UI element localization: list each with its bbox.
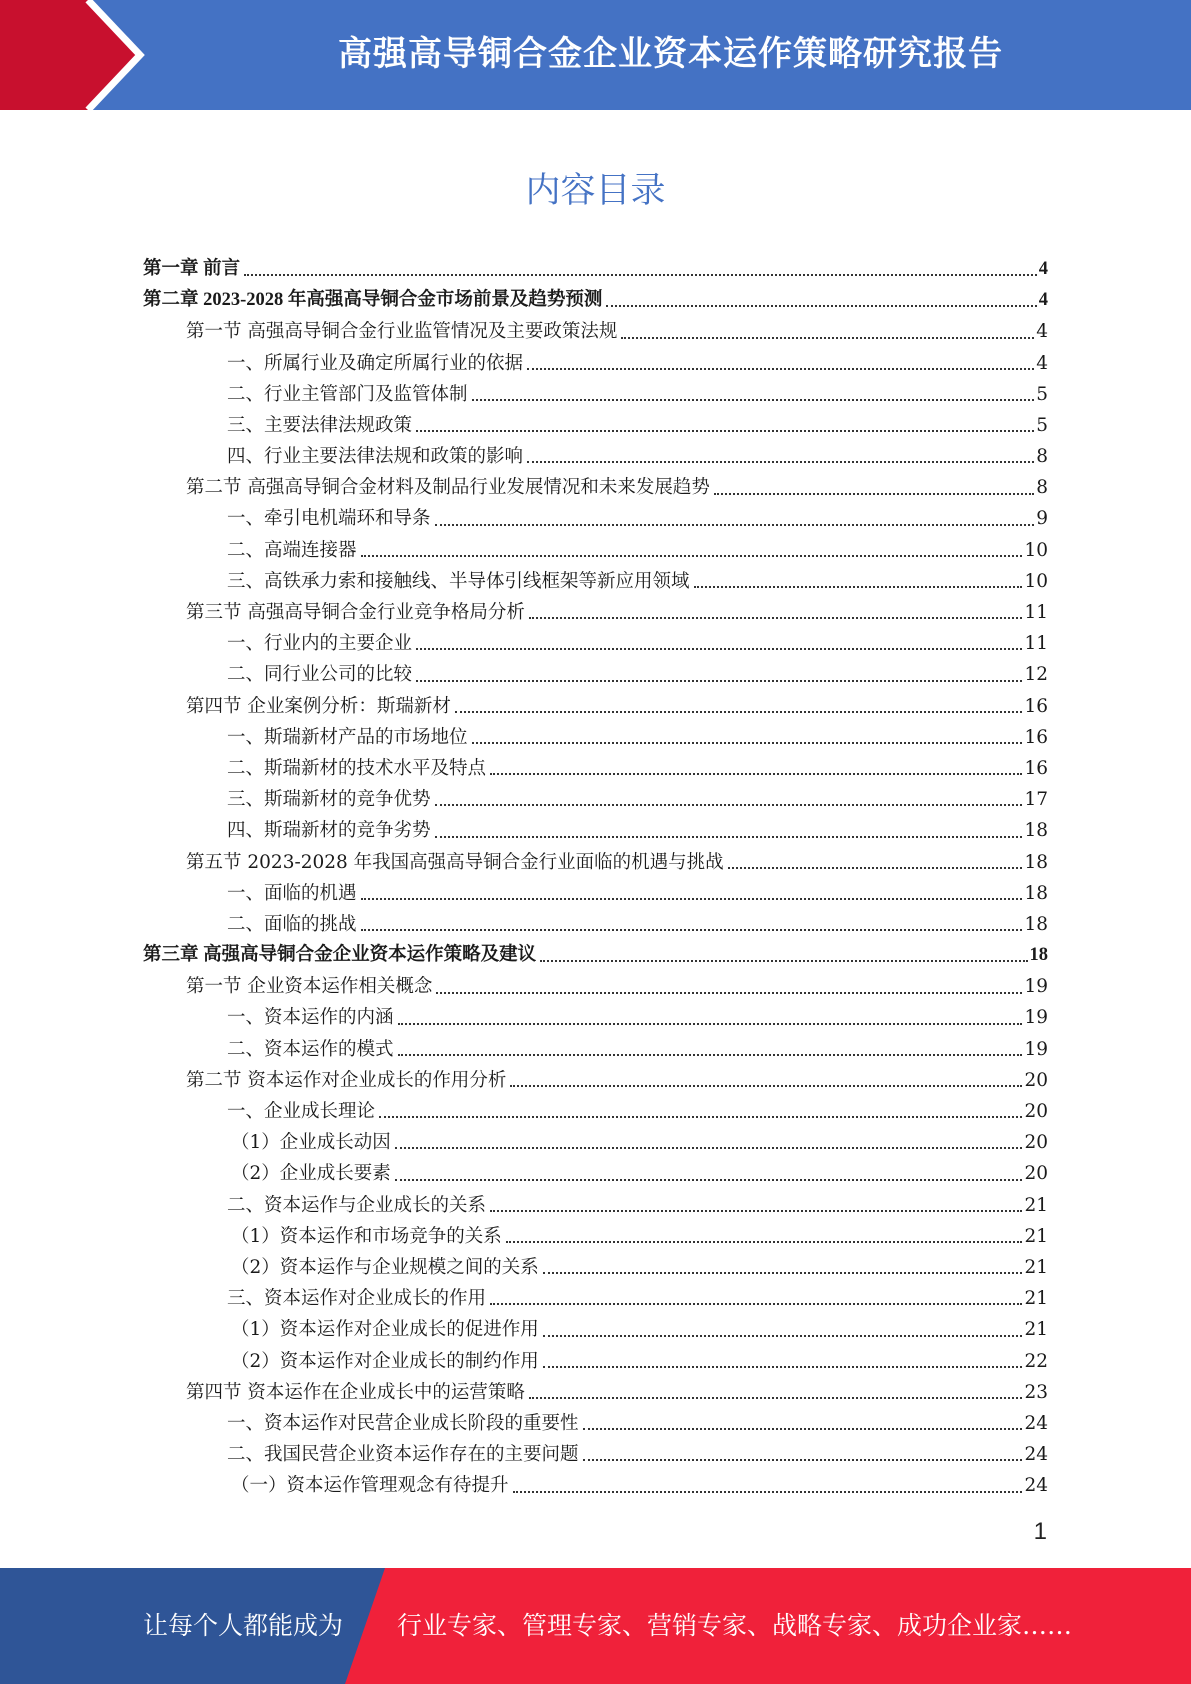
toc-entry-label: 第一节 高强高导铜合金行业监管情况及主要政策法规 [186,321,618,343]
toc-dot-leader [583,1428,1023,1430]
toc-dot-leader [540,960,1027,962]
toc-entry-page: 5 [1036,383,1048,405]
toc-entry-label: 二、同行业公司的比较 [227,664,413,686]
toc-entry-label: 三、主要法律法规政策 [227,414,413,436]
footer-slogan-right: 行业专家、管理专家、营销专家、战略专家、成功企业家…… [397,1611,1073,1640]
toc-dot-leader [513,1491,1023,1493]
toc-entry[interactable] [143,1096,1048,1127]
report-title: 高强高导铜合金企业资本运作策略研究报告 [338,34,1003,74]
toc-entry-page: 21 [1024,1225,1048,1247]
toc-entry-page: 16 [1024,695,1048,717]
toc-dot-leader [694,586,1023,588]
toc-entry-page: 18 [1024,913,1048,935]
toc-entry-page: 19 [1024,1038,1048,1060]
toc-dot-leader [435,804,1023,806]
toc-dot-leader [416,680,1022,682]
toc-entry[interactable] [143,1283,1048,1314]
toc-entry-page: 20 [1024,1069,1048,1091]
toc-entry-label: 三、斯瑞新材的竞争优势 [227,789,431,811]
toc-heading: 内容目录 [525,171,666,211]
toc-entry-page: 18 [1024,820,1048,842]
toc-dot-leader [395,1179,1023,1181]
toc-entry-label: （1）企业成长动因 [231,1132,391,1154]
toc-entry-label: 一、资本运作对民营企业成长阶段的重要性 [227,1412,579,1434]
toc-entry-label: 一、牵引电机端环和导条 [227,508,431,530]
toc-entry[interactable] [143,628,1048,659]
toc-entry-label: 第二节 高强高导铜合金材料及制品行业发展情况和未来发展趋势 [186,477,710,499]
toc-dot-leader [398,1023,1023,1025]
toc-entry-page: 23 [1024,1381,1048,1403]
toc-entry-page: 17 [1024,789,1048,811]
footer-slogan-left: 让每个人都能成为 [143,1611,344,1640]
toc-entry[interactable] [143,1314,1048,1345]
toc-entry[interactable] [143,1158,1048,1189]
toc-dot-leader [529,1397,1023,1399]
toc-dot-leader [244,274,1037,276]
toc-entry[interactable] [143,1065,1048,1096]
toc-dot-leader [416,648,1022,650]
toc-entry[interactable] [143,1127,1048,1158]
toc-dot-leader [361,929,1023,931]
toc-entry[interactable] [143,1034,1048,1065]
toc-entry[interactable] [143,815,1048,846]
toc-dot-leader [510,1085,1022,1087]
toc-entry[interactable] [143,1346,1048,1377]
toc-entry-label: 四、行业主要法律法规和政策的影响 [227,446,524,468]
toc-entry-label: 二、资本运作的模式 [227,1038,394,1060]
toc-entry[interactable] [143,1003,1048,1034]
page-number: 1 [1033,1518,1047,1545]
toc-dot-leader [543,1272,1023,1274]
toc-entry[interactable] [143,441,1048,472]
toc-entry-label: 第一节 企业资本运作相关概念 [186,976,433,998]
toc-entry-label: 一、面临的机遇 [227,882,357,904]
toc-entry-page: 4 [1038,258,1048,279]
toc-entry[interactable] [143,691,1048,722]
toc-dot-leader [435,524,1035,526]
toc-entry[interactable] [143,254,1048,285]
report-header [0,0,1191,110]
toc-entry-label: 一、资本运作的内涵 [227,1007,394,1029]
toc-dot-leader [527,368,1034,370]
toc-entry-page: 4 [1036,321,1048,343]
toc-entry-page: 21 [1024,1319,1048,1341]
toc-entry-label: （2）企业成长要素 [231,1163,391,1185]
toc-entry[interactable] [143,1190,1048,1221]
toc-dot-leader [361,898,1023,900]
toc-dot-leader [435,836,1023,838]
toc-entry[interactable] [143,535,1048,566]
toc-entry[interactable] [143,379,1048,410]
toc-dot-leader [527,461,1034,463]
toc-entry-label: 二、我国民营企业资本运作存在的主要问题 [227,1444,579,1466]
toc-entry-label: （2）资本运作对企业成长的制约作用 [231,1350,539,1372]
toc-entry-label: 一、企业成长理论 [227,1101,376,1123]
toc-entry-page: 20 [1024,1132,1048,1154]
toc-entry[interactable] [143,909,1048,940]
toc-entry-page: 10 [1024,539,1048,561]
toc-entry-page: 8 [1036,446,1048,468]
toc-entry-page: 20 [1024,1163,1048,1185]
toc-entry-page: 9 [1036,508,1048,530]
toc-entry-page: 24 [1024,1412,1048,1434]
toc-entry[interactable] [143,753,1048,784]
toc-dot-leader [583,1459,1023,1461]
toc-entry[interactable] [143,285,1048,316]
toc-dot-leader [506,1241,1023,1243]
toc-entry-page: 24 [1024,1444,1048,1466]
toc-entry[interactable] [143,1439,1048,1470]
toc-entry[interactable] [143,597,1048,628]
toc-entry-label: 第五节 2023-2028 年我国高强高导铜合金行业面临的机遇与挑战 [186,851,724,873]
toc-entry[interactable] [143,410,1048,441]
toc-entry-label: 四、斯瑞新材的竞争劣势 [227,820,431,842]
toc-entry[interactable] [143,940,1048,971]
toc-entry[interactable] [143,847,1048,878]
toc-dot-leader [436,992,1022,994]
toc-entry-label: 第一章 前言 [143,258,241,279]
toc-entry-label: 一、所属行业及确定所属行业的依据 [227,352,524,374]
toc-dot-leader [472,742,1023,744]
toc-entry-label: （一）资本运作管理观念有待提升 [231,1475,509,1497]
toc-entry-page: 16 [1024,757,1048,779]
toc-dot-leader [472,399,1035,401]
toc-entry-page: 21 [1024,1256,1048,1278]
toc-entry[interactable] [143,348,1048,379]
toc-entry-page: 24 [1024,1475,1048,1497]
toc-entry-label: 第三章 高强高导铜合金企业资本运作策略及建议 [143,945,537,966]
toc-dot-leader [361,555,1023,557]
toc-entry-page: 20 [1024,1101,1048,1123]
toc-entry[interactable] [143,504,1048,535]
toc-entry-label: 第四节 企业案例分析：斯瑞新材 [186,695,451,717]
toc-entry-page: 4 [1038,290,1048,311]
toc-entry-page: 18 [1024,882,1048,904]
toc-entry-page: 19 [1024,1007,1048,1029]
toc-entry-page: 11 [1024,602,1048,624]
toc-entry-label: 第二节 资本运作对企业成长的作用分析 [186,1069,507,1091]
toc-entry-label: （1）资本运作和市场竞争的关系 [231,1225,502,1247]
toc-dot-leader [529,617,1023,619]
toc-dot-leader [728,867,1023,869]
table-of-contents [143,254,1048,1502]
toc-entry-page: 4 [1036,352,1048,374]
toc-entry-page: 8 [1036,477,1048,499]
toc-entry-label: 一、斯瑞新材产品的市场地位 [227,726,468,748]
toc-entry-label: 二、高端连接器 [227,539,357,561]
toc-entry[interactable] [143,316,1048,347]
toc-entry-label: 第二章 2023-2028 年高强高导铜合金市场前景及趋势预测 [143,290,603,311]
toc-entry-label: 三、高铁承力索和接触线、半导体引线框架等新应用领域 [227,570,690,592]
toc-entry-label: 二、资本运作与企业成长的关系 [227,1194,487,1216]
toc-entry[interactable] [143,878,1048,909]
toc-dot-leader [490,773,1022,775]
toc-entry-page: 5 [1036,414,1048,436]
toc-entry-label: （1）资本运作对企业成长的促进作用 [231,1319,539,1341]
toc-entry-page: 18 [1024,851,1048,873]
toc-entry[interactable] [143,971,1048,1002]
toc-dot-leader [395,1147,1023,1149]
header-arrow-graphic [0,0,160,110]
toc-entry[interactable] [143,1470,1048,1501]
toc-entry-page: 19 [1024,976,1048,998]
toc-entry[interactable] [143,659,1048,690]
toc-entry-label: 第四节 资本运作在企业成长中的运营策略 [186,1381,525,1403]
toc-dot-leader [606,305,1036,307]
toc-entry-page: 18 [1029,945,1048,966]
toc-entry-label: 二、面临的挑战 [227,913,357,935]
toc-entry-page: 12 [1024,664,1048,686]
toc-dot-leader [714,493,1034,495]
toc-entry[interactable] [143,1221,1048,1252]
toc-entry[interactable] [143,722,1048,753]
toc-dot-leader [379,1116,1022,1118]
toc-dot-leader [543,1335,1023,1337]
toc-entry[interactable] [143,784,1048,815]
toc-dot-leader [398,1054,1023,1056]
toc-entry-label: 二、行业主管部门及监管体制 [227,383,468,405]
toc-entry[interactable] [143,1377,1048,1408]
toc-entry-page: 21 [1024,1194,1048,1216]
toc-entry-page: 11 [1024,633,1048,655]
toc-dot-leader [490,1303,1022,1305]
toc-entry-page: 16 [1024,726,1048,748]
toc-entry-label: 一、行业内的主要企业 [227,633,413,655]
toc-dot-leader [416,430,1034,432]
toc-dot-leader [543,1366,1023,1368]
toc-entry-page: 10 [1024,570,1048,592]
toc-dot-leader [621,337,1034,339]
toc-entry-label: 三、资本运作对企业成长的作用 [227,1288,487,1310]
toc-entry[interactable] [143,566,1048,597]
toc-entry-label: 第三节 高强高导铜合金行业竞争格局分析 [186,602,525,624]
toc-entry-label: 二、斯瑞新材的技术水平及特点 [227,757,487,779]
toc-dot-leader [455,711,1023,713]
toc-entry[interactable] [143,472,1048,503]
toc-entry-page: 21 [1024,1288,1048,1310]
report-footer [0,1568,1191,1684]
toc-dot-leader [490,1210,1022,1212]
toc-entry[interactable] [143,1408,1048,1439]
toc-entry-page: 22 [1024,1350,1048,1372]
toc-entry[interactable] [143,1252,1048,1283]
toc-entry-label: （2）资本运作与企业规模之间的关系 [231,1256,539,1278]
